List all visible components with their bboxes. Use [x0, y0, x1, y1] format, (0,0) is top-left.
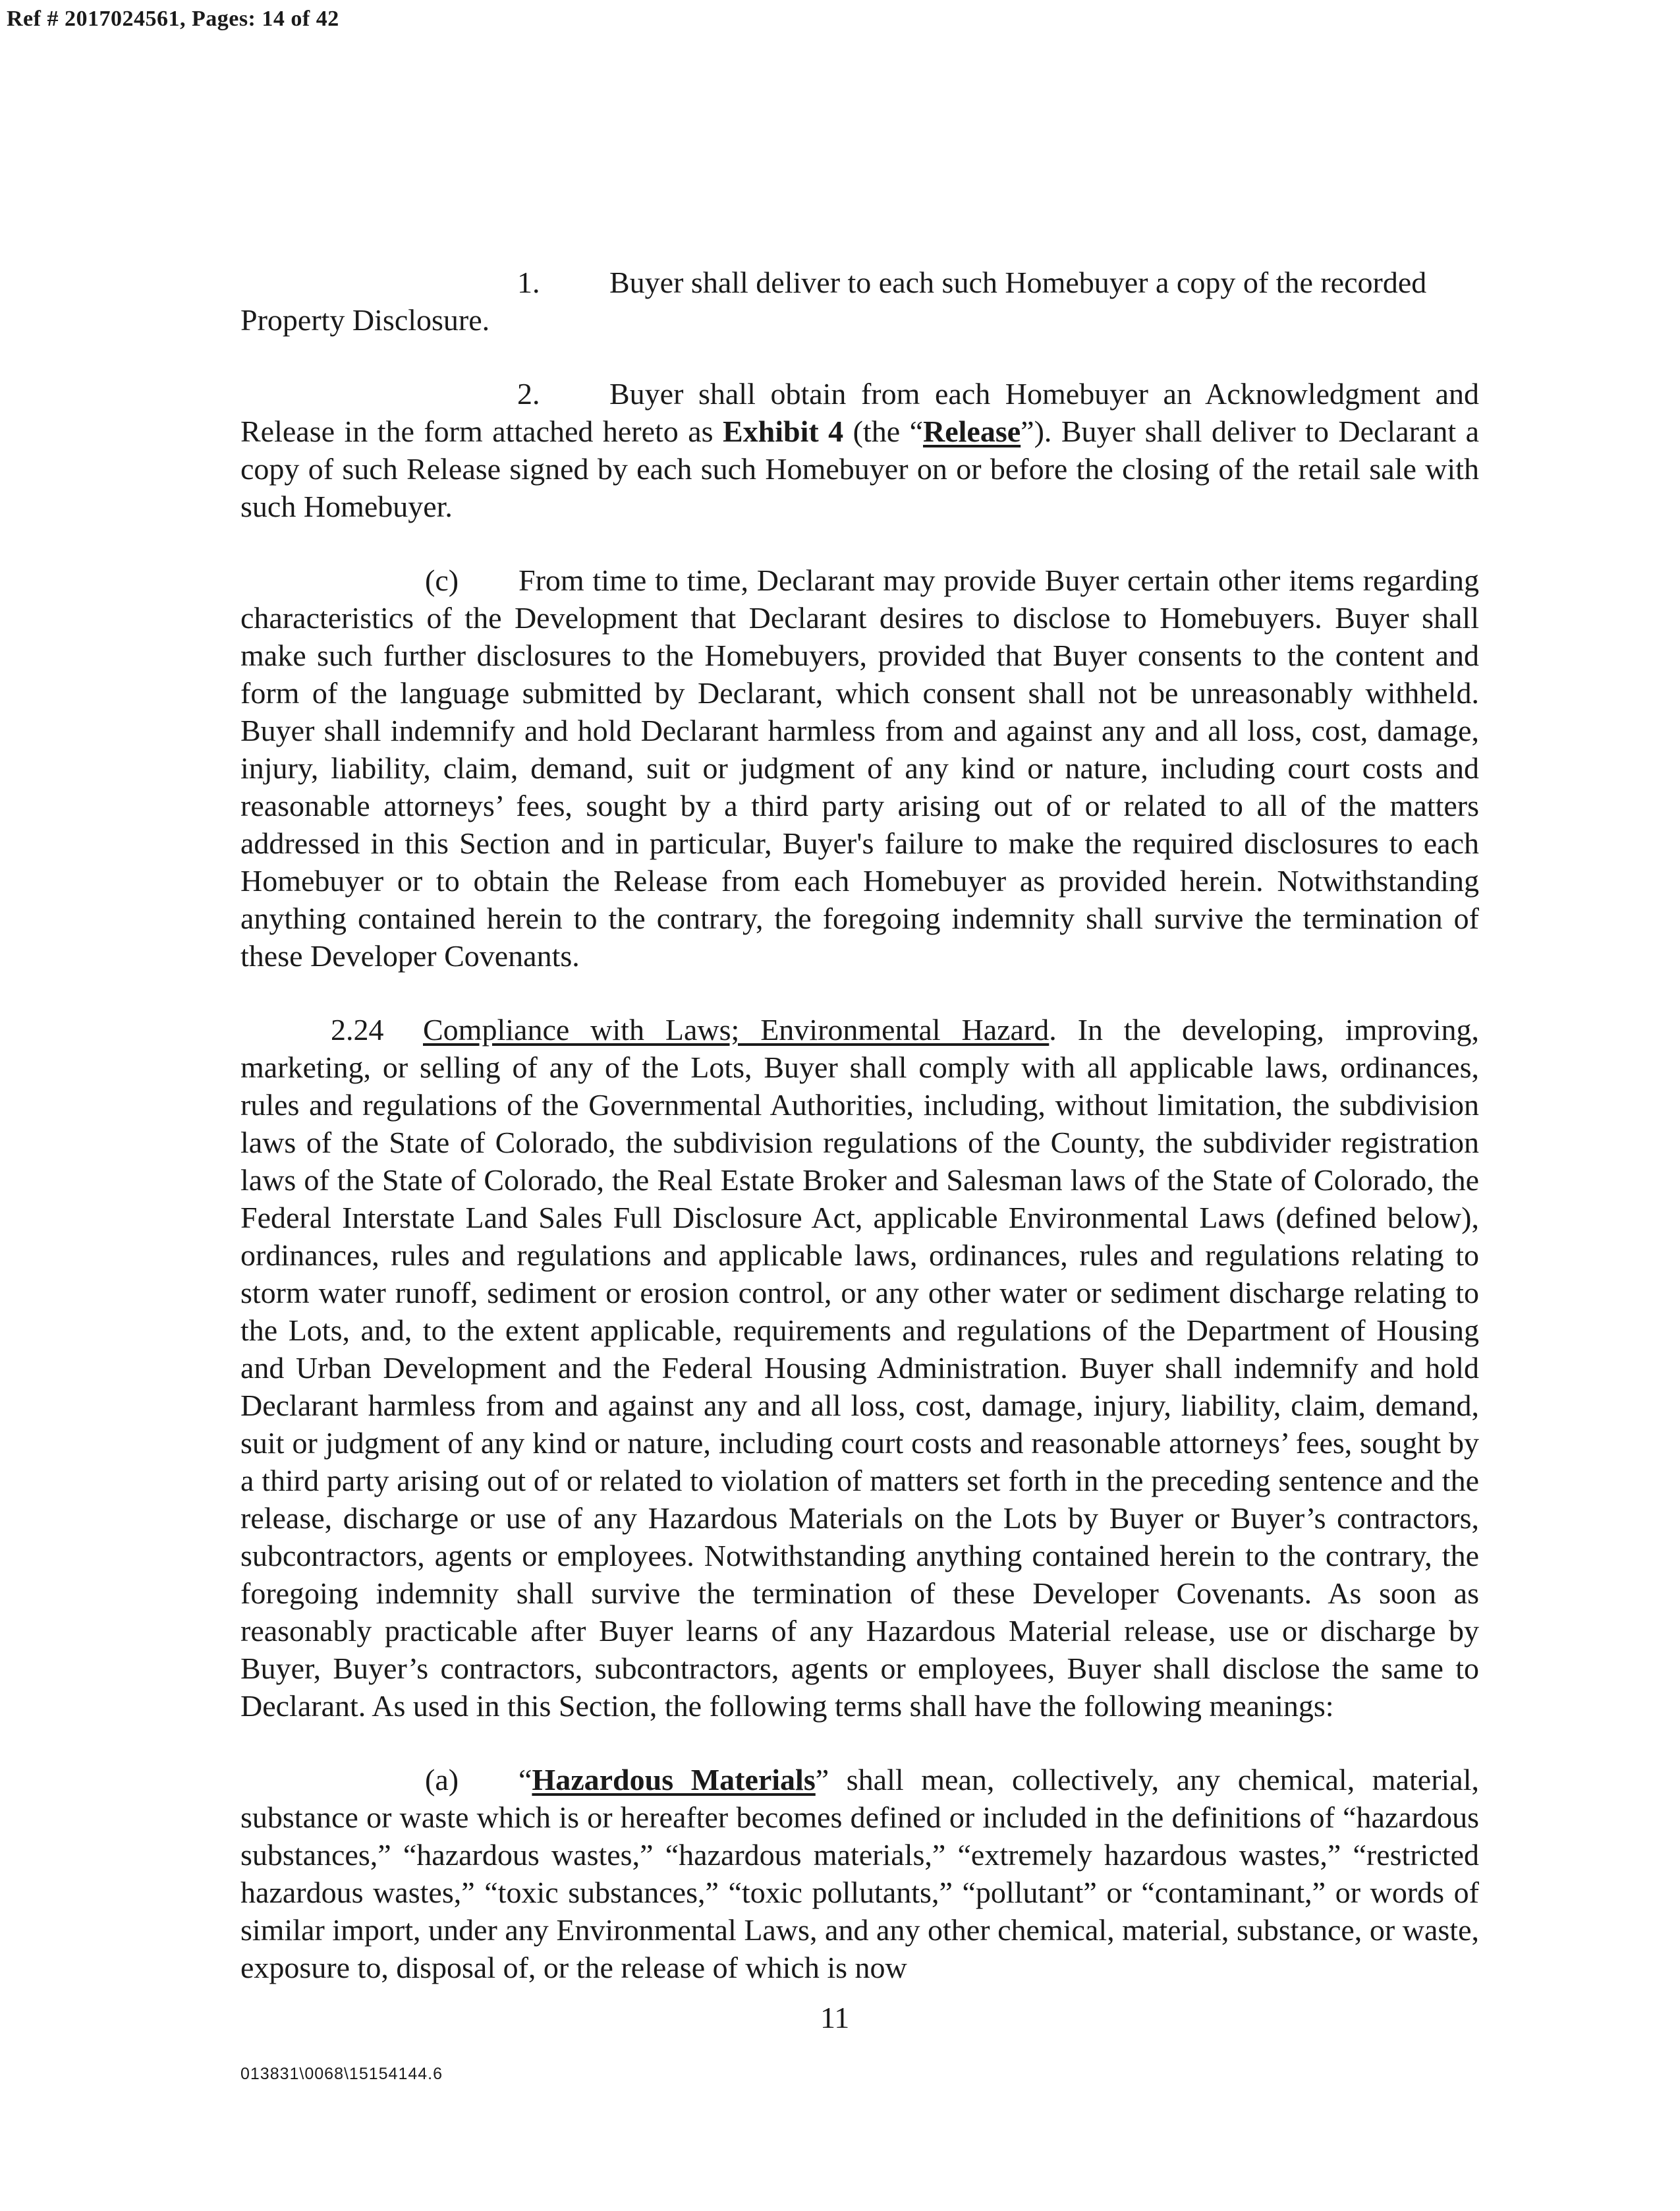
section-2-24 [240, 1011, 1479, 1725]
item-1-text: Buyer shall deliver to each such Homebuyer a copy of the recorded [609, 266, 1427, 299]
release-defined-term: Release [923, 415, 1021, 448]
item-2-text-a: Buyer shall obtain from each Homebuyer an Acknowledgment and Release in the form attached hereto as [240, 377, 1479, 448]
exhibit-reference: Exhibit 4 [723, 415, 844, 448]
paragraph-c [240, 561, 1479, 975]
item-2-text-b: (the “ [843, 415, 923, 448]
hazardous-materials-term: Hazardous Materials [532, 1763, 816, 1796]
section-heading-end: . [1049, 1013, 1057, 1047]
section-text: In the developing, improving, marketing, or selling of any of the Lots, Buyer shall comply with all applicable laws, ordinances, rules and regulations of the Governmental Authorities, including, without limitation, the subdivision laws of the State of Colorado, the subdivision regulations of the County, the subdivider registration laws of the State of Colorado, the Real Estate Broker and Salesman laws of the State of Colorado, the Federal Interstate Land Sales Full Disclosure Act, applicable Environmental Laws (defined below), ordinances, rules and regulations and applicable laws, ordinances, rules and regulations relating to storm water runoff, sediment or erosion control, or any other water or sediment discharge relating to the Lots, and, to the extent applicable, requirements and regulations of the Department of Housing and Urban Development and the Federal Housing Administration. Buyer shall indemnify and hold Declarant harmless from and against any and all loss, cost, damage, injury, liability, claim, demand, suit or judgment of any kind or nature, including court costs and reasonable attorneys’ fees, sought by a third party arising out of or related to violation of matters set forth in the preceding sentence and the release, discharge or use of any Hazardous Materials on the Lots by Buyer or Buyer’s contractors, subcontractors, agents or employees. Notwithstanding anything contained herein to the contrary, the foregoing indemnity shall survive the termination of these Developer Covenants. As soon as reasonably practicable after Buyer learns of any Hazardous Material release, use or discharge by Buyer, Buyer’s contractors, subcontractors, agents or employees, Buyer shall disclose the same to Declarant. As used in this Section, the following terms shall have the following meanings: [240, 1013, 1479, 1723]
section-heading: Compliance with Laws; Environmental Hazard [423, 1013, 1050, 1047]
page-number: 11 [820, 2001, 850, 2034]
paragraph-a-quote-open: “ [518, 1763, 532, 1796]
section-number: 2.24 [331, 1013, 384, 1047]
item-1-first-line [240, 264, 1479, 301]
document-id: 013831\0068\15154144.6 [240, 2065, 443, 2083]
paragraph-c-text: From time to time, Declarant may provide Buyer certain other items regarding characteristics of the Development that Declarant desires to disclose to Homebuyers. Buyer shall make such further disclosures to the Homebuyers, provided that Buyer consents to the content and form of the language submitted by Declarant, which consent shall not be unreasonably withheld. Buyer shall indemnify and hold Declarant harmless from and against any and all loss, cost, damage, injury, liability, claim, demand, suit or judgment of any kind or nature, including court costs and reasonable attorneys’ fees, sought by a third party arising out of or related to all of the matters addressed in this Section and in particular, Buyer's failure to make the required disclosures to each Homebuyer or to obtain the Release from each Homebuyer as provided herein. Notwithstanding anything contained herein to the contrary, the foregoing indemnity shall survive the termination of these Developer Covenants. [240, 563, 1479, 973]
paragraph-a [240, 1761, 1479, 1986]
paragraph-c-label: (c) [425, 563, 459, 597]
item-2-text-c: ”). Buyer shall deliver to Declarant a copy of such Release signed by each such Homebuyer on or before the closing of the retail sale with such Homebuyer. [240, 415, 1480, 523]
item-1-continuation: Property Disclosure. [240, 303, 490, 337]
item-2-paragraph [240, 375, 1479, 525]
item-2-number: 2. [517, 377, 540, 411]
paragraph-a-label: (a) [425, 1763, 459, 1796]
document-body [240, 264, 1479, 1986]
recording-reference: Ref # 2017024561, Pages: 14 of 42 [7, 7, 339, 31]
paragraph-a-text: ” shall mean, collectively, any chemical, material, substance or waste which is or hereafter becomes defined or included in the definitions of “hazardous substances,” “hazardous wastes,” “hazardous materials,” “extremely hazardous wastes,” “restricted hazardous wastes,” “toxic substances,” “toxic pollutants,” “pollutant” or “contaminant,” or words of similar import, under any Environmental Laws, and any other chemical, material, substance, or waste, exposure to, disposal of, or the release of which is now [240, 1763, 1480, 1984]
item-1-number: 1. [517, 266, 540, 299]
